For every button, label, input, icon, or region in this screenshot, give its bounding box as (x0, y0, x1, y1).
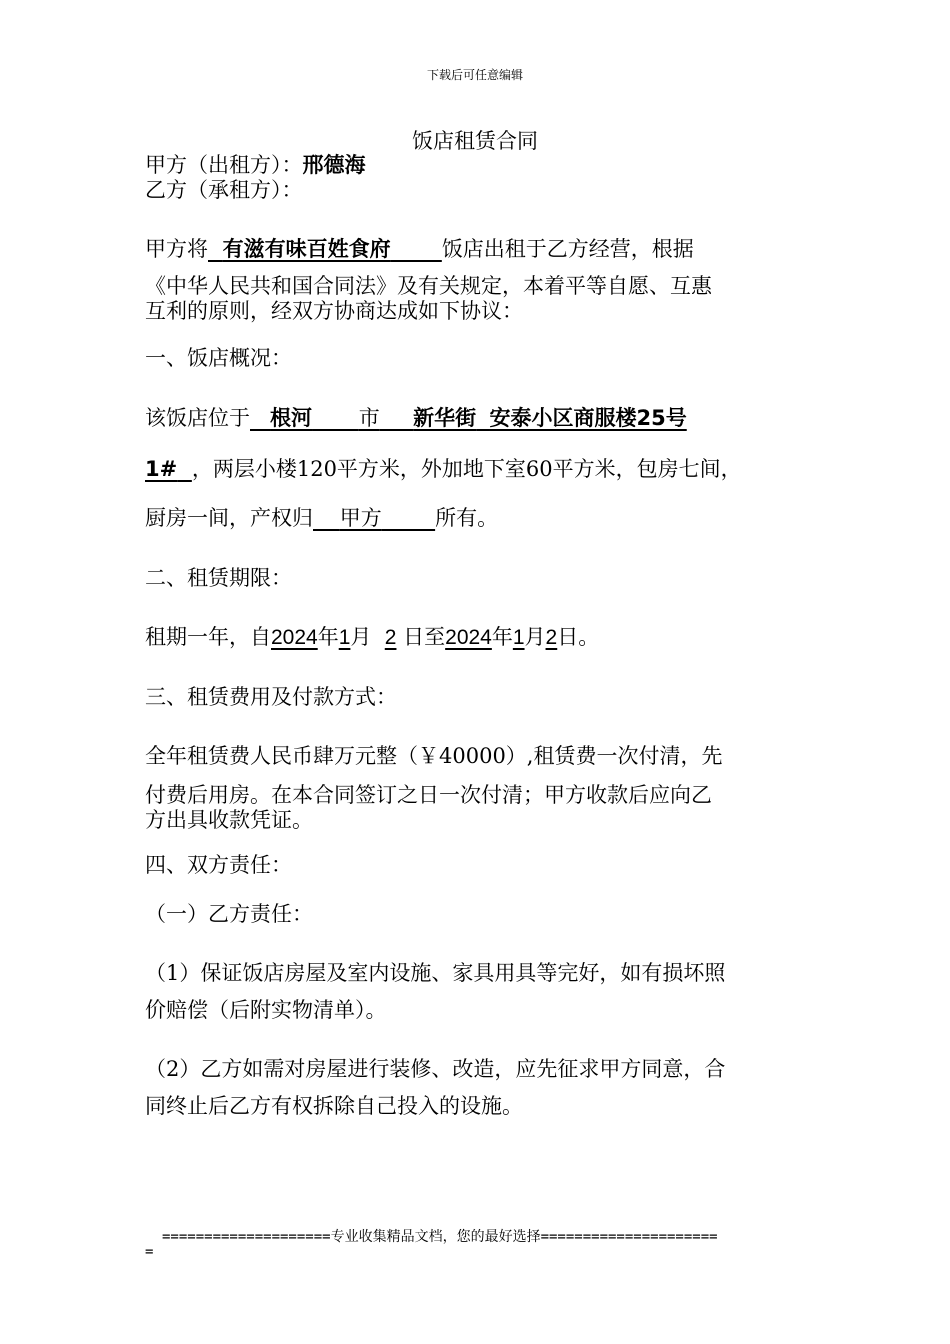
intro-post: 饭店出租于乙方经营，根据 (441, 237, 694, 261)
location-details: ，两层小楼120平方米，外加地下室60平方米，包房七间， (191, 457, 742, 481)
end-month: 1 (512, 626, 525, 649)
end-day: 2 (545, 626, 558, 649)
header-note: 下载后可任意编辑 (426, 68, 523, 82)
party-a-name: 邢德海 (302, 153, 366, 177)
intro-line-1 (145, 237, 694, 261)
section4-heading: 四、双方责任： (145, 853, 292, 877)
location-unit: 1# (145, 457, 178, 481)
item2-line-2: 同终止后乙方有权拆除自己投入的设施。 (145, 1094, 523, 1118)
section3-line-1: 全年租赁费人民币肆万元整（￥40000）,租赁费一次付清，先 (145, 744, 723, 768)
intro-line-3: 互利的原则，经双方协商达成如下协议： (145, 299, 523, 323)
start-month: 1 (338, 626, 351, 649)
property-owner: 甲方 (339, 506, 382, 530)
location-building: 安泰小区商服楼25号 (489, 406, 687, 430)
party-b-line (145, 178, 303, 202)
party-b-label: 乙方（承租方）： (145, 178, 303, 202)
item1-line-1: （1）保证饭店房屋及室内设施、家具用具等完好，如有损坏照 (145, 961, 726, 985)
item1-line-2: 价赔偿（后附实物清单）。 (145, 998, 387, 1022)
section3-line-2: 付费后用房。在本合同签订之日一次付清；甲方收款后应向乙 (145, 783, 712, 807)
section1-heading: 一、饭店概况： (145, 346, 292, 370)
party-a-line (145, 153, 366, 177)
item2-line-1: （2）乙方如需对房屋进行装修、改造，应先征求甲方同意，合 (145, 1057, 726, 1081)
intro-pre: 甲方将 (145, 237, 208, 261)
lease-period-line: 租期一年，自2024年1月 2 日至2024年1月2日。 (145, 625, 600, 649)
restaurant-name: 有滋有味百姓食府 (222, 237, 391, 261)
section3-heading: 三、租赁费用及付款方式： (145, 685, 397, 709)
section4-sub1: （一）乙方责任： (145, 902, 313, 926)
end-year: 2024 (445, 626, 492, 649)
location-city: 根河 市 新华街 安泰小区商服楼25号 (270, 406, 687, 430)
location-street: 新华街 (413, 406, 477, 430)
location-pre: 该饭店位于 (145, 406, 250, 430)
section1-line-2 (145, 457, 742, 481)
section1-line-3: 厨房一间，产权归 甲方 所有。 (145, 506, 499, 530)
footer-line-2: = (145, 1244, 154, 1260)
section3-line-3: 方出具收款凭证。 (145, 808, 313, 832)
section1-line-1 (145, 406, 687, 430)
section2-heading: 二、租赁期限： (145, 566, 292, 590)
footer-line: ====================专业收集精品文档，您的最好选择===================== (162, 1229, 718, 1245)
start-year: 2024 (271, 626, 318, 649)
intro-line-2: 《中华人民共和国合同法》及有关规定，本着平等自愿、互惠 (145, 274, 712, 298)
party-a-label: 甲方（出租方）： (145, 153, 303, 177)
start-day: 2 (384, 626, 397, 649)
document-title: 饭店租赁合同 (412, 129, 538, 153)
